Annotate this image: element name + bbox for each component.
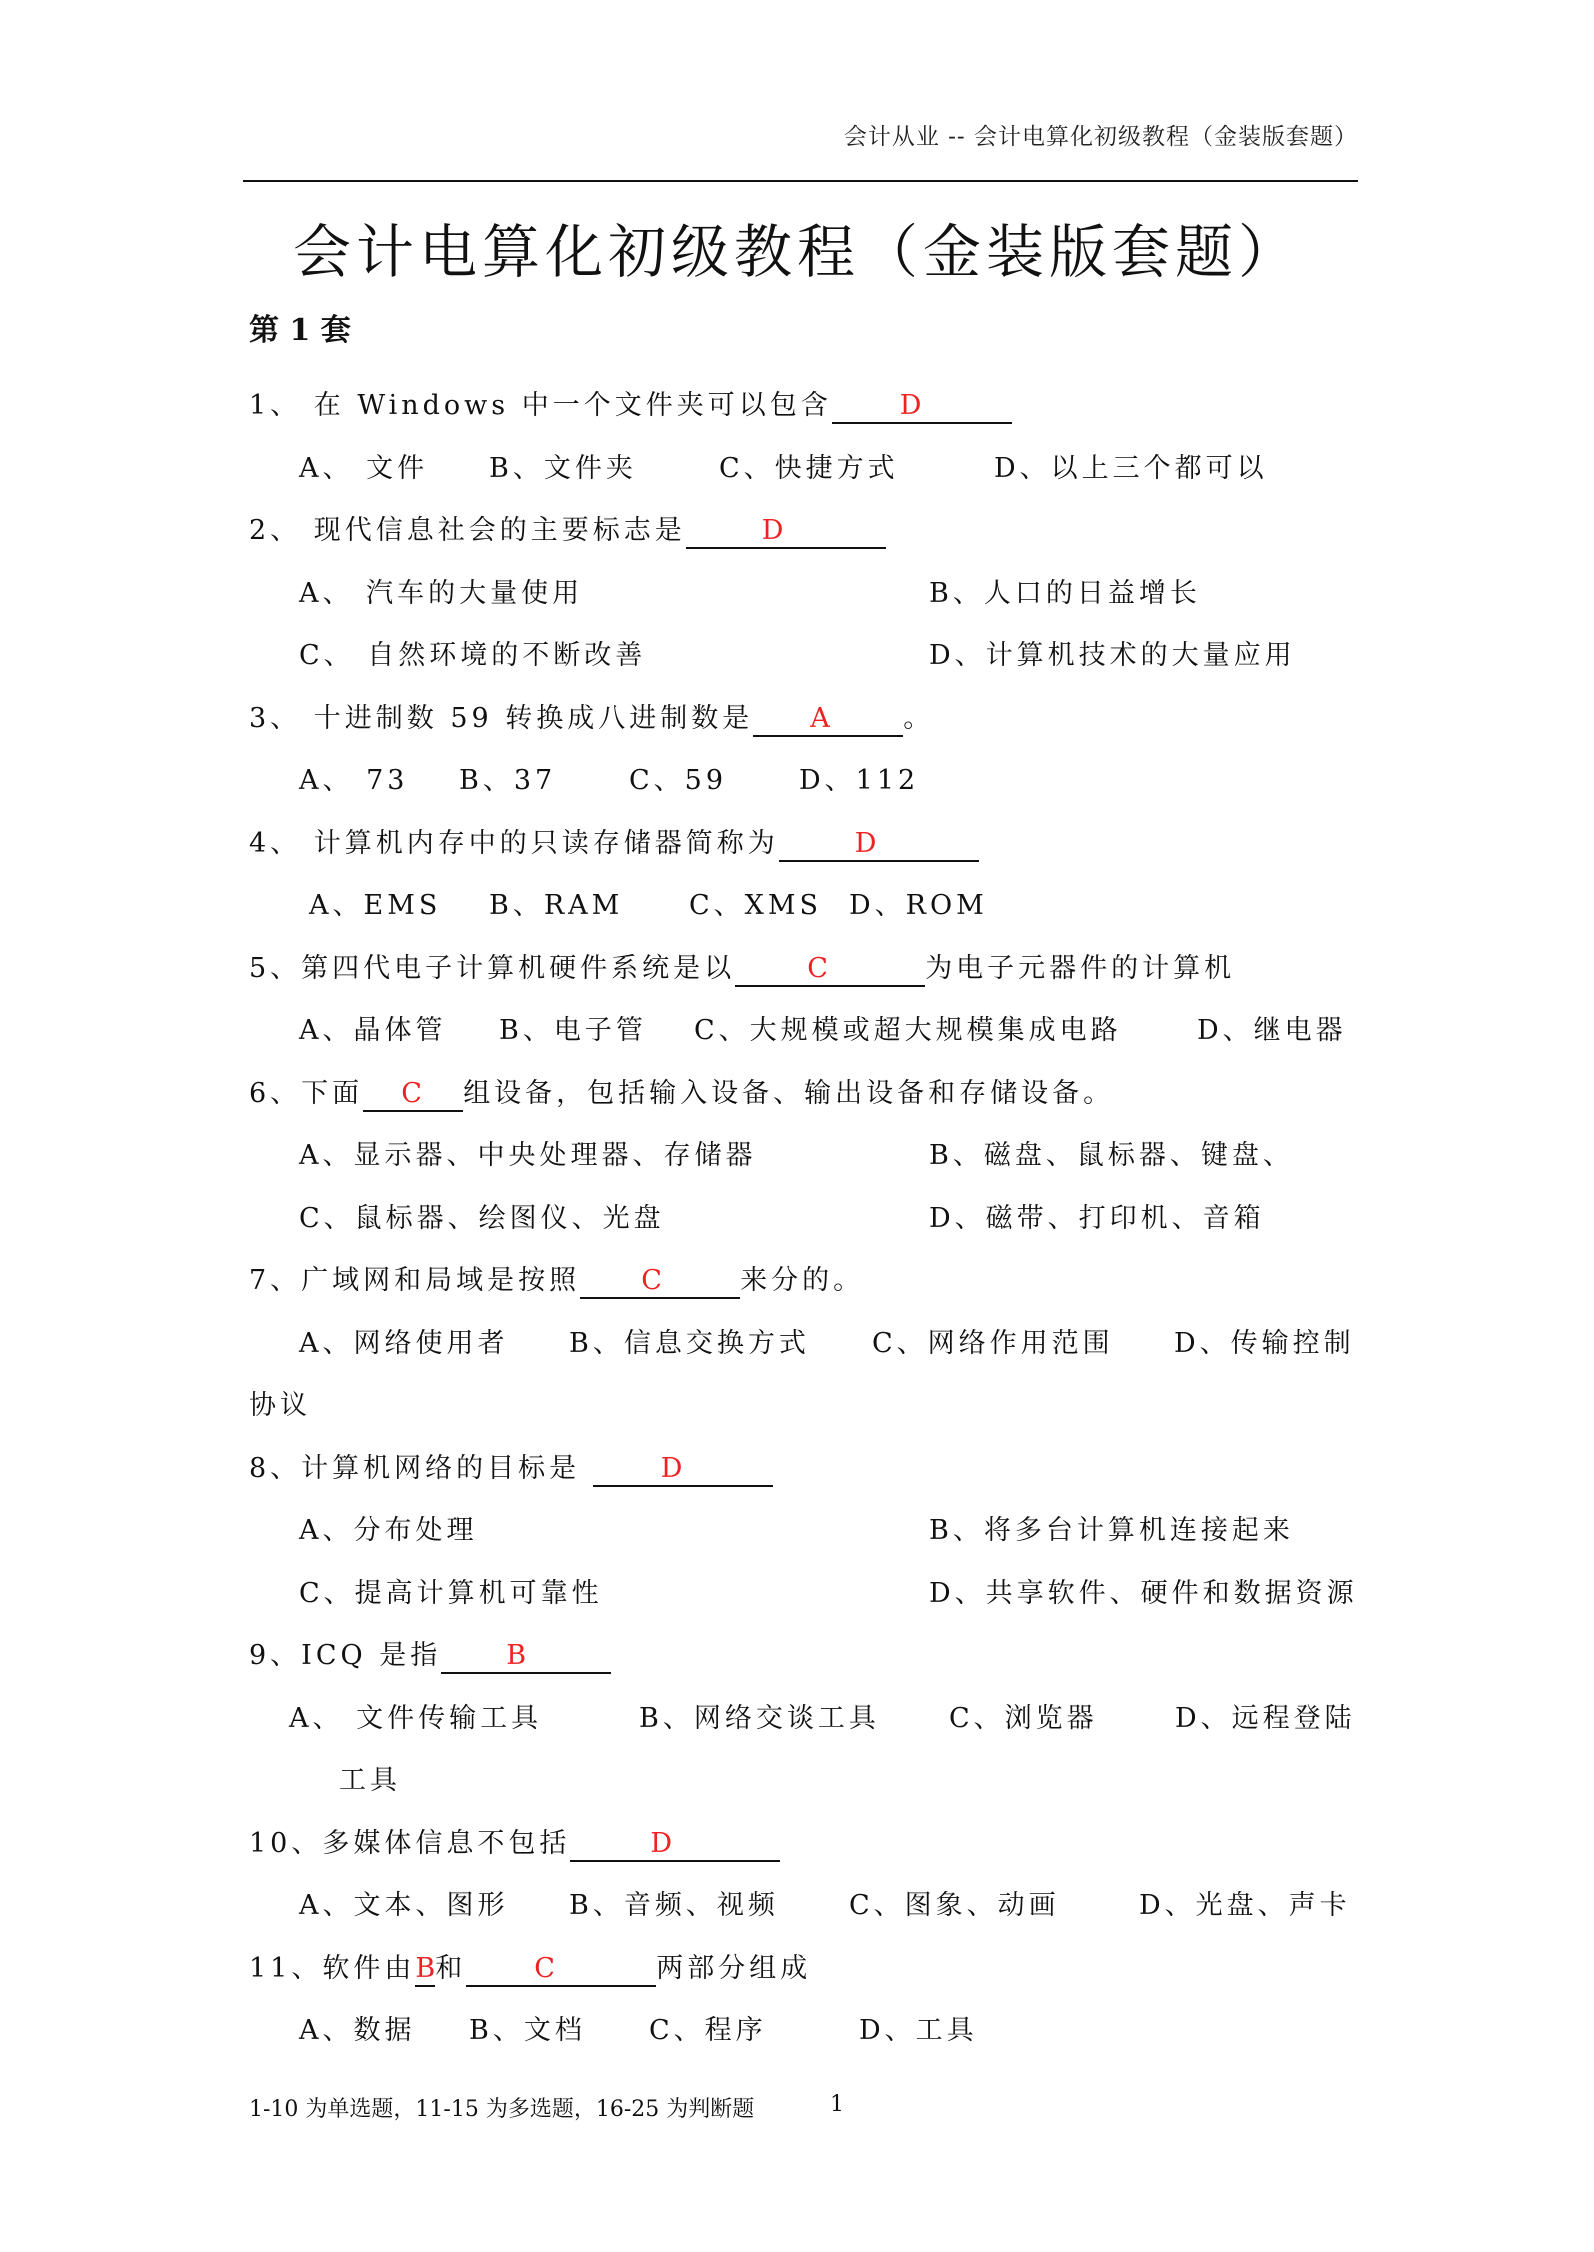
option-row xyxy=(249,625,1359,688)
option-c[interactable]: C、XMS xyxy=(689,890,823,921)
page-number: 1 xyxy=(830,2092,844,2117)
option-row xyxy=(249,875,1359,938)
answer-blank[interactable] xyxy=(832,390,1012,424)
option-b[interactable]: B、音频、视频 xyxy=(569,1890,779,1921)
option-row xyxy=(249,1000,1359,1063)
option-d[interactable]: D、传输控制 xyxy=(1174,1327,1355,1359)
option-a[interactable]: A、分布处理 xyxy=(299,1515,478,1546)
option-d[interactable]: D、远程登陆 xyxy=(1175,1702,1356,1734)
answer-blank[interactable] xyxy=(735,953,925,987)
option-a[interactable]: A、显示器、中央处理器、存储器 xyxy=(299,1140,757,1171)
question-text: 9、ICQ 是指 xyxy=(249,1640,442,1671)
question-list xyxy=(249,375,1359,2063)
option-b[interactable]: B、人口的日益增长 xyxy=(929,577,1201,609)
answer-letter: A xyxy=(810,702,830,734)
option-row xyxy=(249,438,1359,501)
option-c[interactable]: C、快捷方式 xyxy=(719,452,899,484)
question-stem xyxy=(249,500,1359,563)
answer-blank[interactable] xyxy=(441,1640,611,1674)
answer-letter: D xyxy=(899,390,922,421)
answer-blank[interactable] xyxy=(593,1453,773,1487)
question-text: 3、 十进制数 59 转换成八进制数是 xyxy=(249,702,754,734)
question-text: 2、 现代信息社会的主要标志是 xyxy=(249,515,686,546)
option-a[interactable]: A、 73 xyxy=(299,765,409,796)
option-c[interactable]: C、大规模或超大规模集成电路 xyxy=(694,1015,1122,1046)
option-row xyxy=(249,750,1359,813)
question-suffix: 来分的。 xyxy=(740,1265,865,1296)
option-b[interactable]: B、网络交谈工具 xyxy=(639,1702,880,1734)
option-d[interactable]: D、继电器 xyxy=(1197,1015,1347,1046)
question-stem xyxy=(249,938,1359,1001)
option-d[interactable]: D、ROM xyxy=(849,890,988,921)
option-c[interactable]: C、提高计算机可靠性 xyxy=(299,1577,603,1609)
option-row xyxy=(249,1563,1359,1626)
answer-blank[interactable] xyxy=(779,828,979,862)
option-b[interactable]: B、信息交换方式 xyxy=(569,1327,810,1359)
answer-blank[interactable] xyxy=(363,1078,463,1112)
option-d[interactable]: D、共享软件、硬件和数据资源 xyxy=(929,1577,1358,1609)
answer-letter: D xyxy=(761,515,784,546)
option-row xyxy=(249,1688,1359,1751)
question-text: 1、 在 Windows 中一个文件夹可以包含 xyxy=(249,390,832,421)
option-row xyxy=(249,1875,1359,1938)
option-c[interactable]: C、浏览器 xyxy=(949,1702,1098,1734)
answer-letter: D xyxy=(650,1827,673,1859)
option-row xyxy=(249,1313,1359,1376)
option-d[interactable]: D、以上三个都可以 xyxy=(994,452,1268,484)
option-row xyxy=(249,2000,1359,2063)
option-d[interactable]: D、工具 xyxy=(859,2015,978,2046)
question-suffix: 组设备，包括输入设备、输出设备和存储设备。 xyxy=(463,1077,1115,1109)
question-suffix: 为电子元器件的计算机 xyxy=(925,952,1236,984)
question-stem xyxy=(249,813,1359,876)
option-a[interactable]: A、 汽车的大量使用 xyxy=(299,577,584,609)
continuation-text: 协议 xyxy=(249,1390,311,1421)
answer-blank[interactable] xyxy=(570,1828,780,1862)
question-text: 10、多媒体信息不包括 xyxy=(249,1827,571,1859)
answer-letter: D xyxy=(854,827,877,859)
answer-letter: C xyxy=(401,1077,422,1109)
option-b[interactable]: B、磁盘、鼠标器、键盘、 xyxy=(929,1140,1294,1171)
page-title: 会计电算化初级教程（金装版套题） xyxy=(292,218,1301,286)
option-a[interactable]: A、EMS xyxy=(309,890,442,921)
question-stem xyxy=(249,1813,1359,1876)
option-b[interactable]: B、37 xyxy=(459,765,557,796)
answer-letter: D xyxy=(660,1452,683,1484)
question-text: 6、下面 xyxy=(249,1077,364,1109)
option-a[interactable]: A、文本、图形 xyxy=(299,1890,509,1921)
answer-letter: B xyxy=(415,1952,436,1984)
footer-note: 1-10 为单选题，11-15 为多选题，16-25 为判断题 xyxy=(249,2097,755,2122)
answer-blank[interactable] xyxy=(580,1265,740,1299)
question-stem xyxy=(249,1625,1359,1688)
answer-blank[interactable] xyxy=(753,703,903,737)
question-stem xyxy=(249,1250,1359,1313)
question-stem xyxy=(249,688,1359,751)
option-d[interactable]: D、112 xyxy=(799,765,920,796)
running-header: 会计从业 -- 会计电算化初级教程（金装版套题） xyxy=(843,124,1358,150)
option-a[interactable]: A、 文件 xyxy=(299,452,429,484)
answer-letter: B xyxy=(506,1640,527,1671)
option-a[interactable]: A、数据 xyxy=(299,2015,416,2046)
question-stem xyxy=(249,1938,1359,2001)
answer-blank[interactable] xyxy=(466,1953,656,1987)
option-b[interactable]: B、电子管 xyxy=(499,1015,647,1046)
option-row xyxy=(249,1500,1359,1563)
option-b[interactable]: B、文档 xyxy=(469,2015,586,2046)
question-stem xyxy=(249,1063,1359,1126)
option-b[interactable]: B、文件夹 xyxy=(489,452,637,484)
question-stem xyxy=(249,375,1359,438)
option-c[interactable]: C、程序 xyxy=(649,2015,767,2046)
question-text: 5、第四代电子计算机硬件系统是以 xyxy=(249,952,736,984)
option-d[interactable]: D、光盘、声卡 xyxy=(1139,1890,1351,1921)
question-text: 7、广域网和局域是按照 xyxy=(249,1265,581,1296)
option-c[interactable]: C、网络作用范围 xyxy=(872,1327,1114,1359)
answer-blank[interactable] xyxy=(686,515,886,549)
option-d[interactable]: D、计算机技术的大量应用 xyxy=(929,640,1296,671)
question-text: 4、 计算机内存中的只读存储器简称为 xyxy=(249,827,779,859)
option-continuation xyxy=(249,1375,1359,1438)
option-a[interactable]: A、网络使用者 xyxy=(299,1327,509,1359)
answer-blank[interactable] xyxy=(415,1953,435,1987)
option-row xyxy=(249,1188,1359,1251)
option-c[interactable]: C、图象、动画 xyxy=(849,1890,1060,1921)
header-rule xyxy=(243,180,1358,182)
option-d[interactable]: D、磁带、打印机、音箱 xyxy=(929,1202,1265,1234)
set-label: 第 1 套 xyxy=(249,313,351,348)
option-continuation xyxy=(249,1750,1359,1813)
option-b[interactable]: B、将多台计算机连接起来 xyxy=(929,1515,1294,1546)
option-c[interactable]: C、59 xyxy=(629,765,728,796)
answer-letter: C xyxy=(807,952,828,984)
option-row xyxy=(249,1125,1359,1188)
question-text: 8、计算机网络的目标是 xyxy=(249,1452,593,1484)
option-a[interactable]: A、 文件传输工具 xyxy=(289,1702,543,1734)
option-c[interactable]: C、 自然环境的不断改善 xyxy=(299,640,647,671)
option-c[interactable]: C、鼠标器、绘图仪、光盘 xyxy=(299,1202,665,1234)
answer-letter: C xyxy=(641,1265,662,1296)
question-text-middle: 和 xyxy=(435,1952,467,1984)
continuation-text: 工具 xyxy=(339,1765,401,1796)
question-suffix: 两部分组成 xyxy=(656,1952,812,1984)
question-stem xyxy=(249,1438,1359,1501)
option-a[interactable]: A、晶体管 xyxy=(299,1015,447,1046)
option-b[interactable]: B、RAM xyxy=(489,890,624,921)
option-row xyxy=(249,563,1359,626)
answer-letter: C xyxy=(534,1952,555,1984)
question-suffix: 。 xyxy=(903,702,935,734)
question-text: 11、软件由 xyxy=(249,1952,416,1984)
